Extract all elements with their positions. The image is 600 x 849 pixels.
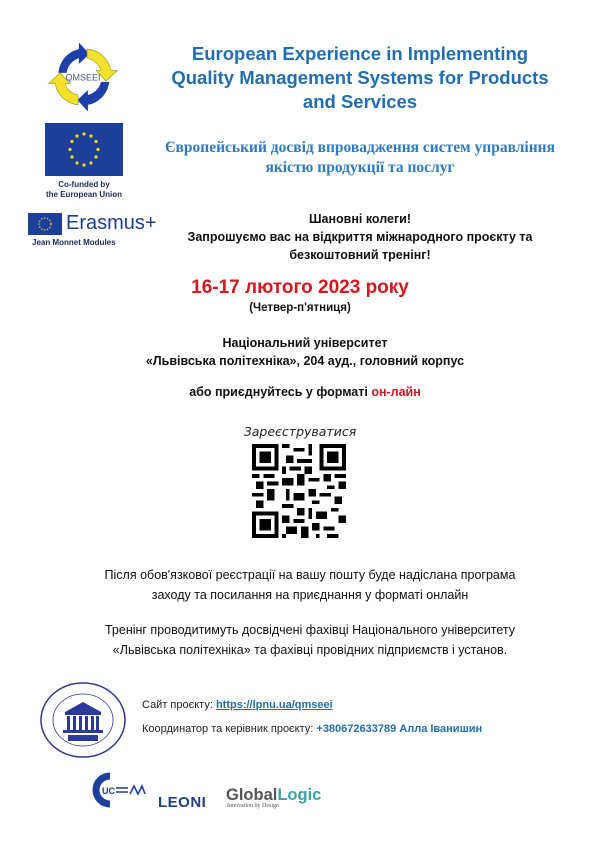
training-info: Тренінг проводитимуть досвідчені фахівці Національного університету «Львівська політехніка» та фахівці провідних підприємств і установ. [104,623,516,657]
globallogic-logo: GlobalLogic [226,786,322,804]
event-days: (Четвер-п'ятниця) [249,302,351,314]
online-participation: або приєднуйтесь у форматі он-лайн [189,385,421,399]
title-en-line-2: Quality Management Systems for Products [171,67,549,88]
erasmus-logo-text: Erasmus+ [66,212,157,234]
qmseei-logo [42,36,124,118]
online-highlight: он-лайн [371,385,421,399]
building-icon [63,702,103,741]
globallogic-tagline: Innovation by Design [227,803,279,809]
project-site-link[interactable]: https://lpnu.ua/qmseei [215,699,333,711]
jean-monnet-caption: Jean Monnet Modules [32,238,116,247]
eu-flag-icon [45,123,123,176]
coordinator-contact: +380672633789 Алла Іванишин [316,723,483,735]
svg-text:UC: UC [102,786,115,796]
leoni-logo: LEONI [158,794,207,811]
title-english [150,42,570,114]
project-site-line: Сайт проєкту: https://lpnu.ua/qmseei [142,699,333,711]
registration-qr-code[interactable] [252,444,346,538]
erasmus-flag-icon [28,213,62,235]
title-ukrainian: Європейський досвід впровадження систем управління якістю продукції та послуг [165,139,555,176]
title-en-line-1: European Experience in Implementing [191,43,529,64]
eu-cofunded-caption: Co-funded by the European Union [46,180,122,199]
event-venue: Національний університет «Львівська політехніка», 204 ауд., головний корпус [145,336,465,368]
coordinator-line: Координатор та керівник проєкту: +380672633789 Алла Іванишин [142,723,483,735]
event-date: 16-17 лютого 2023 року [191,277,409,298]
register-label: Зареєструватися [243,424,357,439]
greeting: Шановні колеги! [308,212,412,226]
title-en-line-3: and Services [302,91,418,112]
ucema-logo [88,772,146,808]
svg-text:QMSEEI: QMSEEI [65,72,101,83]
post-registration-info: Після обов'язкової реєстрації на вашу пошту буде надіслана програма заходу та посилання на приєднання у форматі онлайн [104,568,516,602]
invitation-text: Шановні колеги! Запрошуємо вас на відкриття міжнародного проєкту та безкоштовний тренінг! [150,210,570,264]
lpnu-seal-logo [38,680,128,760]
